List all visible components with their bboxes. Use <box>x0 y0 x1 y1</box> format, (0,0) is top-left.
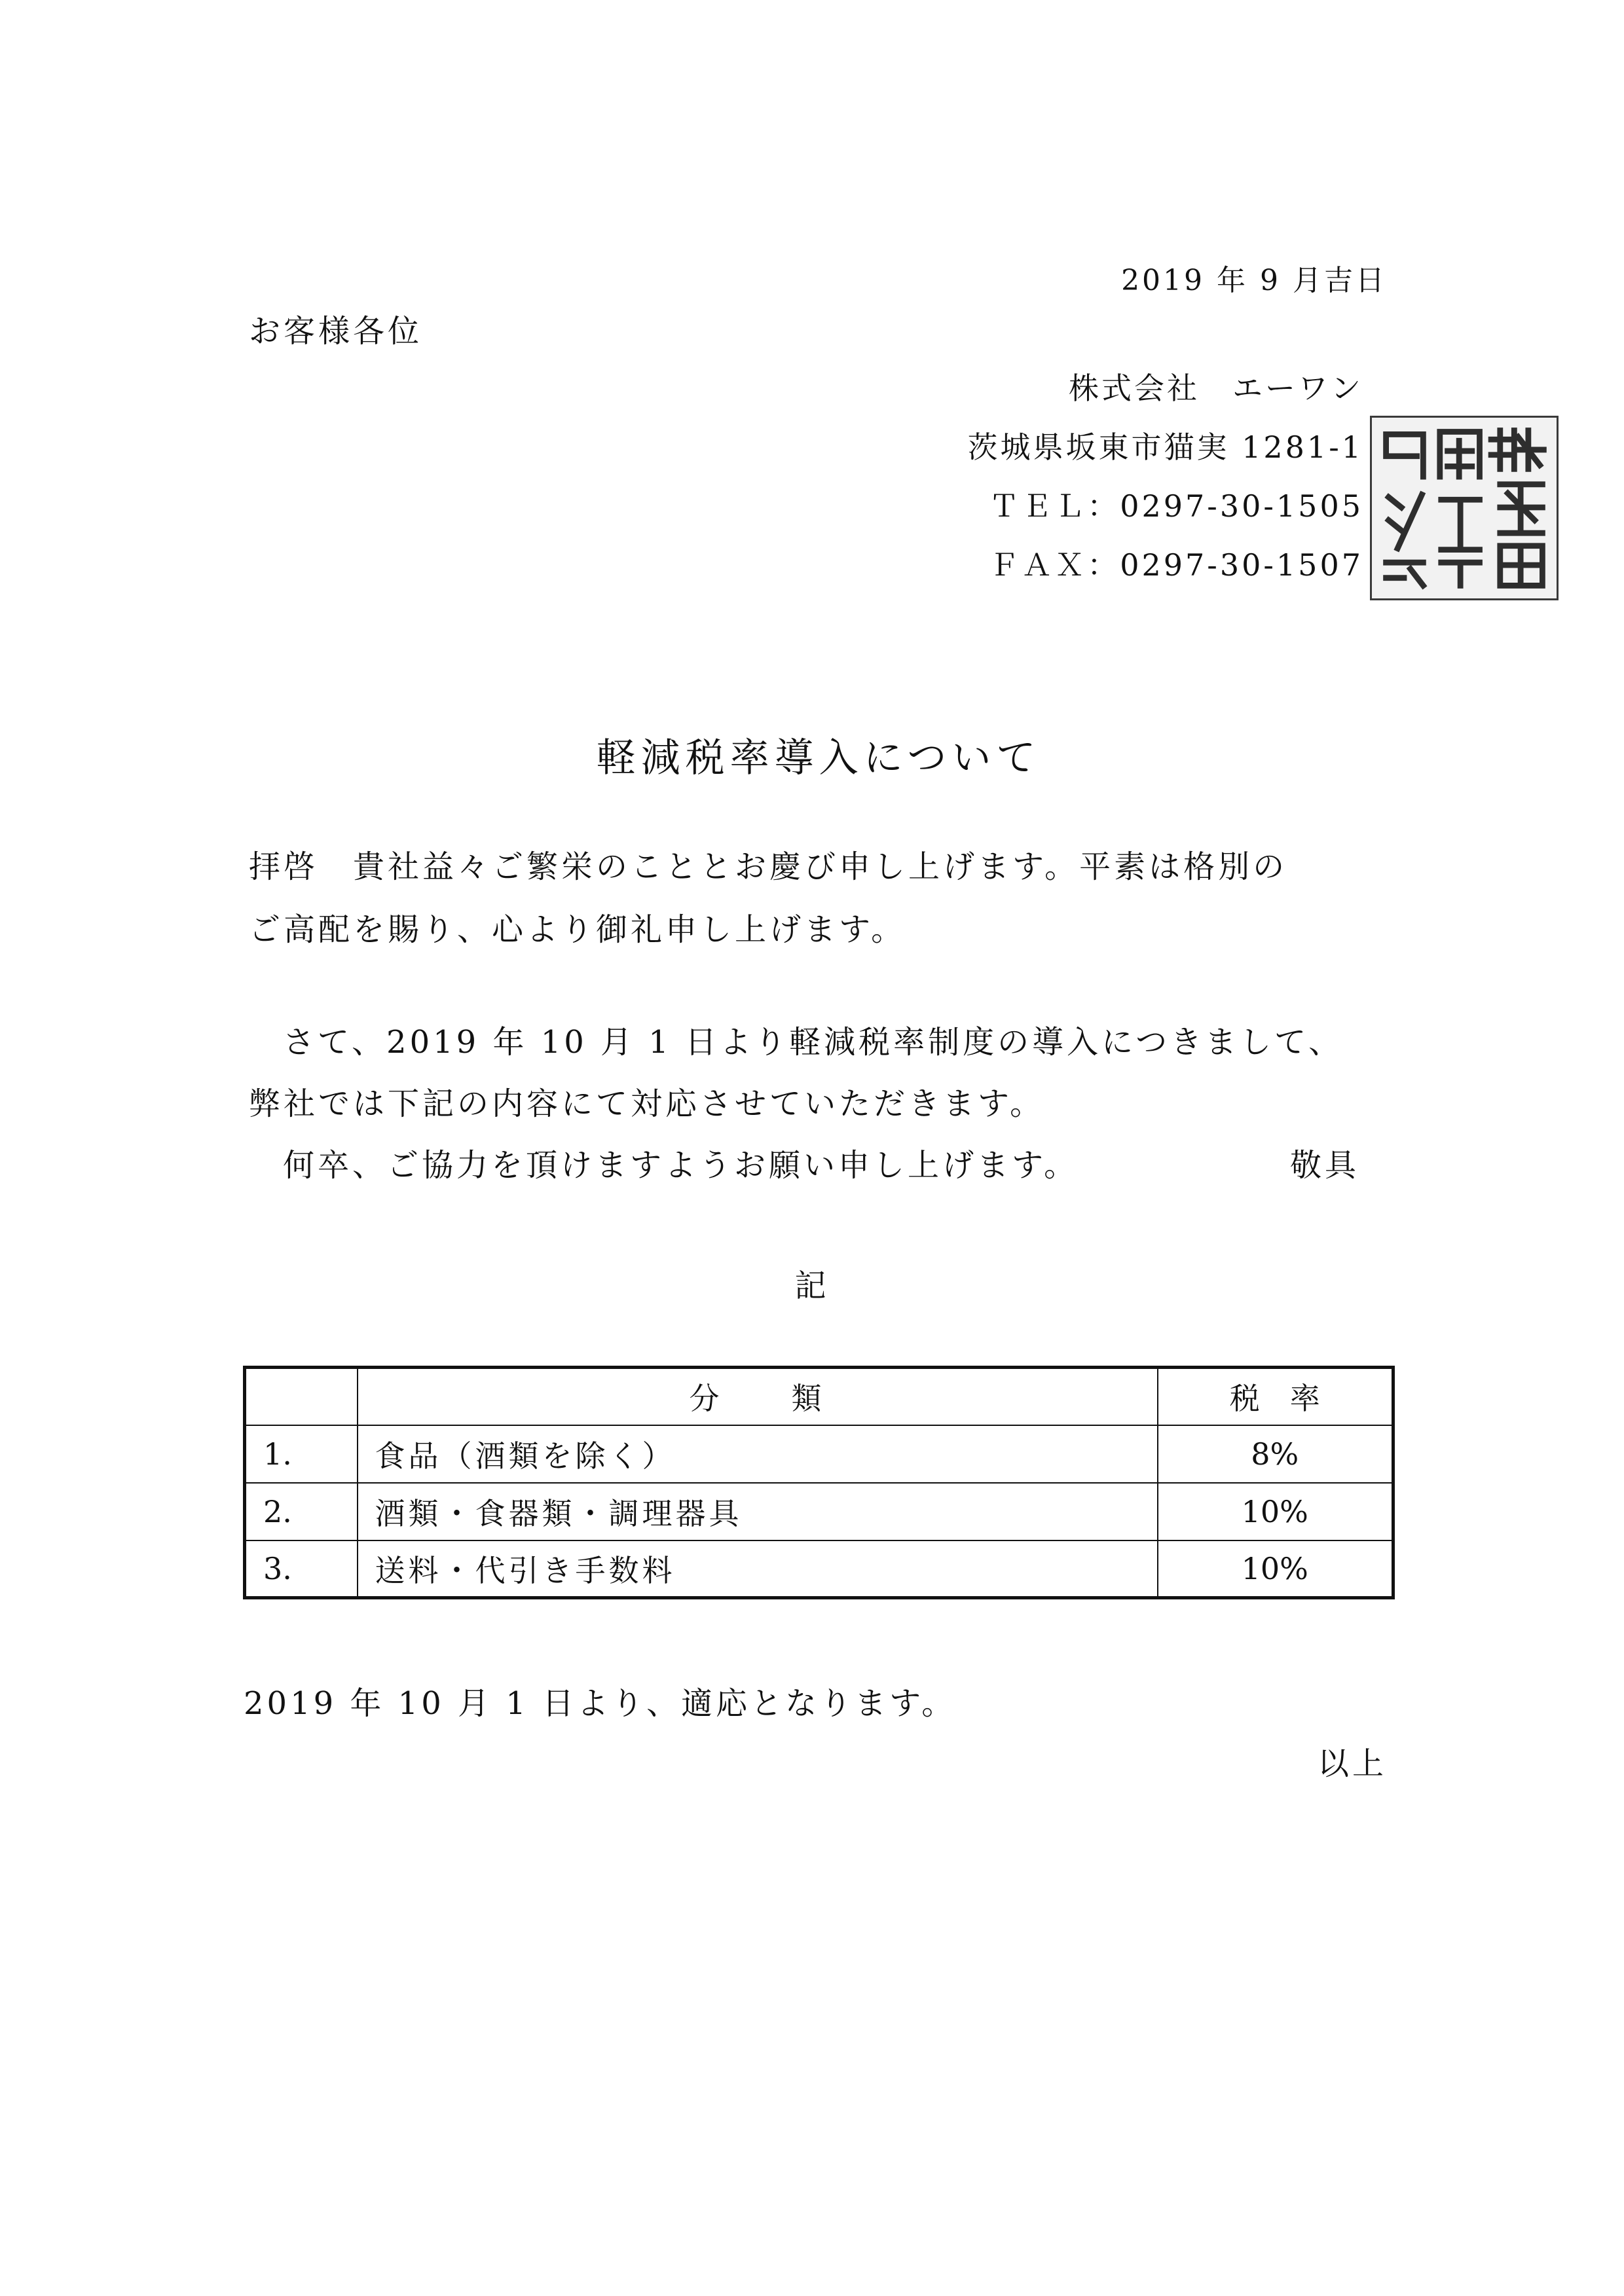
body-line-2: 弊社では下記の内容にて対応させていただきます。 <box>249 1085 1045 1122</box>
row-rate: 10% <box>1158 1483 1393 1540</box>
document-title: 軽減税率導入について <box>596 735 1041 781</box>
row-category: 食品（酒類を除く） <box>358 1425 1158 1483</box>
row-category: 送料・代引き手数料 <box>358 1540 1158 1598</box>
header-rate: 税 率 <box>1158 1368 1393 1425</box>
header-number <box>245 1368 358 1425</box>
addressee: お客様各位 <box>249 313 423 350</box>
closing-ijou: 以上 <box>1317 1745 1387 1782</box>
effective-date-note: 2019 年 10 月 1 日より、適応となります。 <box>244 1685 957 1722</box>
ki-heading: 記 <box>794 1267 830 1304</box>
table-row <box>245 1483 1393 1540</box>
row-rate: 8% <box>1158 1425 1393 1483</box>
row-number: 3. <box>245 1540 358 1598</box>
document-date: 2019 年 9 月吉日 <box>1121 264 1387 297</box>
body-line-3: 何卒、ご協力を頂けますようお願い申し上げます。 <box>283 1147 1079 1184</box>
tax-rate-table <box>243 1366 1395 1599</box>
table-header-row <box>245 1368 1393 1425</box>
table-row <box>245 1540 1393 1598</box>
header-category: 分 類 <box>358 1368 1158 1425</box>
row-rate: 10% <box>1158 1540 1393 1598</box>
greeting-line-2: ご高配を賜り、心より御礼申し上げます。 <box>249 911 906 948</box>
company-name: 株式会社 エーワン <box>1069 371 1363 406</box>
company-tel: ＴＥＬ：0297-30-1505 <box>989 488 1363 524</box>
row-category: 酒類・食器類・調理器具 <box>358 1483 1158 1540</box>
greeting-paragraph <box>249 848 1288 977</box>
company-address: 茨城県坂東市猫実 1281-1 <box>967 429 1363 465</box>
greeting-line-1: 拝啓 貴社益々ご繁栄のこととお慶び申し上げます。平素は格別の <box>249 848 1288 885</box>
row-number: 1. <box>245 1425 358 1483</box>
row-number: 2. <box>245 1483 358 1540</box>
body-paragraph <box>249 1024 1360 1211</box>
body-line-1: さて、2019 年 10 月 1 日より軽減税率制度の導入につきまして、 <box>283 1024 1344 1061</box>
company-fax: ＦＡＸ：0297-30-1507 <box>989 547 1363 583</box>
company-seal-stamp <box>1370 416 1559 600</box>
sign-off-keigu: 敬具 <box>1290 1147 1360 1184</box>
sender-block <box>968 373 1364 609</box>
seal-graphic <box>1372 418 1557 598</box>
table-row <box>245 1425 1393 1483</box>
